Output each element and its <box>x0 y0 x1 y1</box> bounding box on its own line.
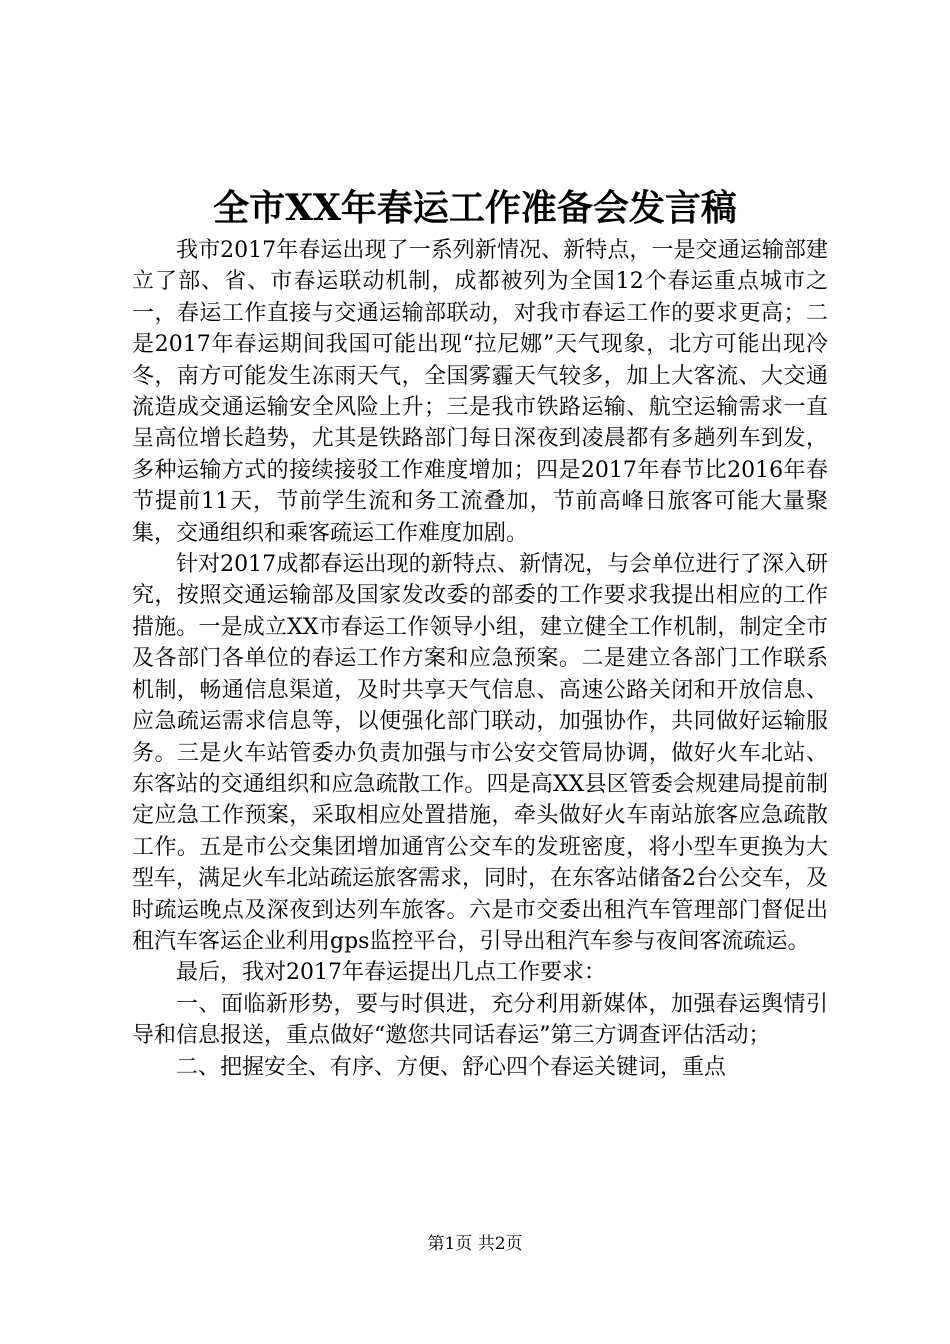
document-title: 全市XX年春运工作准备会发言稿 <box>213 187 737 229</box>
document-body <box>132 235 828 1083</box>
paragraph-3: 最后，我对2017年春运提出几点工作要求： <box>176 960 606 986</box>
page-footer: 第1页 共2页 <box>427 1234 523 1254</box>
paragraph-1: 我市2017年春运出现了一系列新情况、新特点，一是交通运输部建立了部、省、市春运联动机制，成都被列为全国12个春运重点城市之一，春运工作直接与交通运输部联动，对我市春运工作的要求更高；二是2017年春运期间我国可能出现“拉尼娜”天气现象，北方可能出现冷冬，南方可能发生冻雨天气，全国雾霾天气较多，加上大客流、大交通流造成交通运输安全风险上升；三是我市铁路运输、航空运输需求一直呈高位增长趋势，尤其是铁路部门每日深夜到凌晨都有多趟列车到发，多种运输方式的接续接驳工作难度增加；四是2017年春节比2016年春节提前11天，节前学生流和务工流叠加，节前高峰日旅客可能大量聚集，交通组织和乘客疏运工作难度加剧。 <box>132 238 828 546</box>
paragraph-5: 二、把握安全、有序、方便、舒心四个春运关键词，重点 <box>176 1054 727 1080</box>
paragraph-4: 一、面临新形势，要与时俱进，充分利用新媒体，加强春运舆情引导和信息报送，重点做好“邀您共同话春运”第三方调查评估活动； <box>132 991 828 1049</box>
paragraph-2: 针对2017成都春运出现的新特点、新情况，与会单位进行了深入研究，按照交通运输部及国家发改委的部委的工作要求我提出相应的工作措施。一是成立XX市春运工作领导小组，建立健全工作机制，制定全市及各部门各单位的春运工作方案和应急预案。二是建立各部门工作联系机制，畅通信息渠道，及时共享天气信息、高速公路关闭和开放信息、应急疏运需求信息等，以便强化部门联动，加强协作，共同做好运输服务。三是火车站管委办负责加强与市公安交管局协调，做好火车北站、东客站的交通组织和应急疏散工作。四是高XX县区管委会规建局提前制定应急工作预案，采取相应处置措施，牵头做好火车南站旅客应急疏散工作。五是市公交集团增加通宵公交车的发班密度，将小型车更换为大型车，满足火车北站疏运旅客需求，同时，在东客站储备2台公交车，及时疏运晚点及深夜到达列车旅客。六是市交委出租汽车管理部门督促出租汽车客运企业利用gps监控平台，引导出租汽车参与夜间客流疏运。 <box>132 552 828 954</box>
